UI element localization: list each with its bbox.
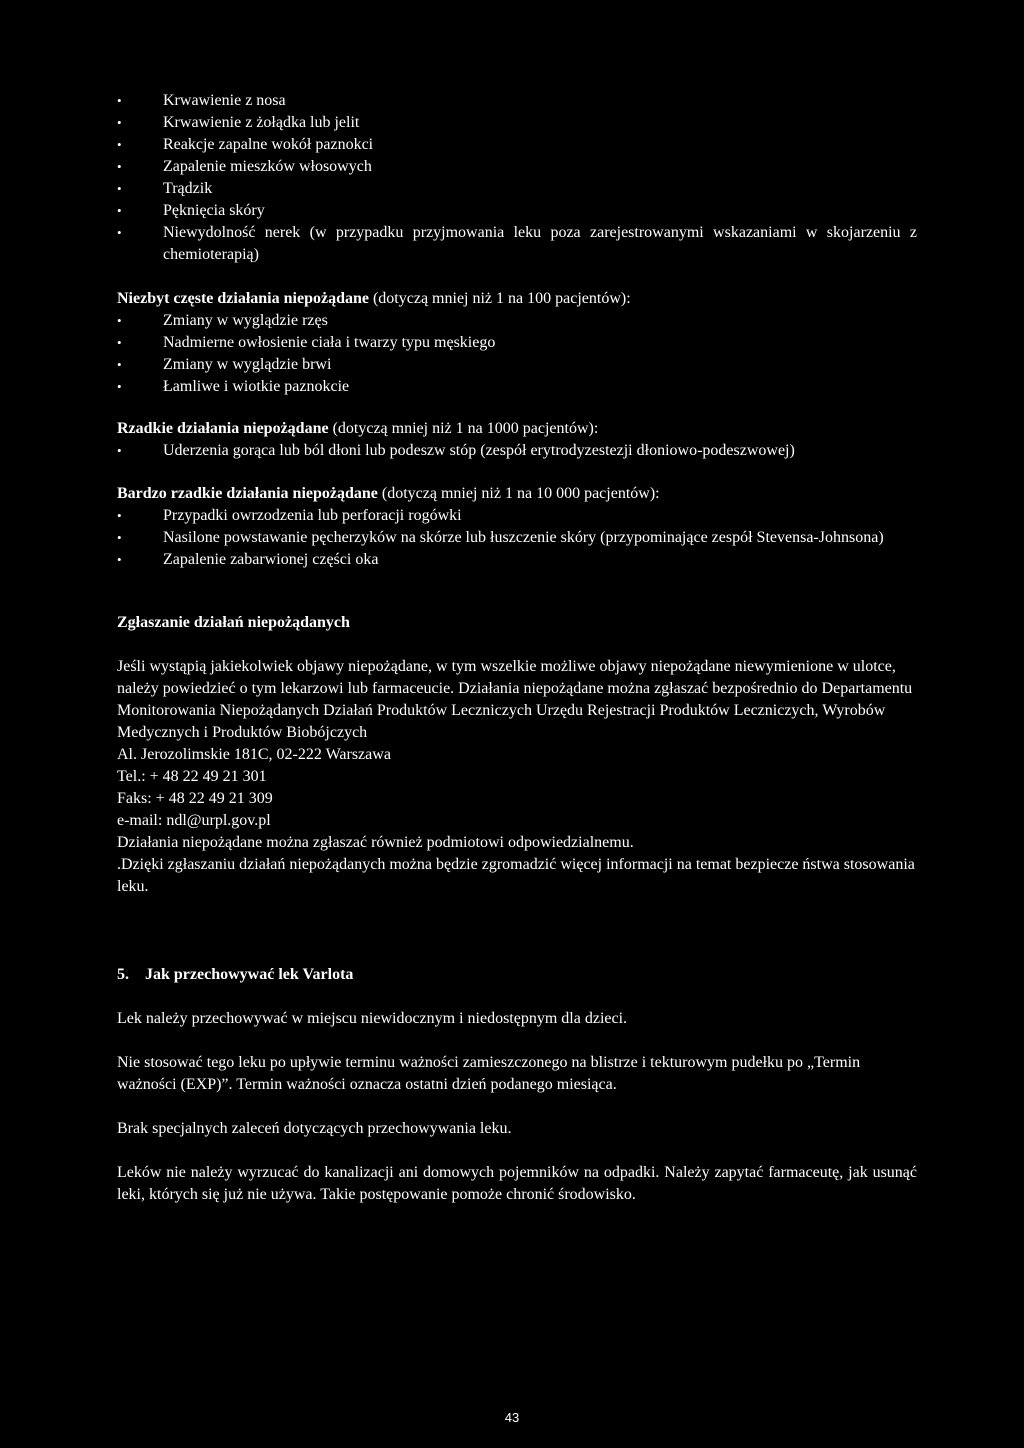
rare-effects-list bbox=[117, 440, 917, 462]
list-item: • Nadmierne owłosienie ciała i twarzy typu męskiego bbox=[117, 332, 917, 354]
list-item: • Krwawienie z żołądka lub jelit bbox=[117, 112, 917, 134]
storage-heading: 5. Jak przechowywać lek Varlota bbox=[117, 966, 354, 983]
reporting-safety-note: .Dzięki zgłaszaniu działań niepożądanych można będzie zgromadzić więcej informacji na temat bezpiecze ństwa stosowania leku. bbox=[117, 856, 915, 895]
reporting-heading: Zgłaszanie działań niepożądanych bbox=[117, 614, 350, 631]
uncommon-effects-section bbox=[117, 288, 917, 398]
rare-effects-section bbox=[117, 418, 917, 462]
list-item: • Przypadki owrzodzenia lub perforacji rogówki bbox=[117, 505, 917, 527]
page-number: 43 bbox=[504, 1410, 520, 1425]
list-item: • Zmiany w wyglądzie brwi bbox=[117, 354, 917, 376]
storage-paragraph-3: Brak specjalnych zaleceń dotyczących przechowywania leku. bbox=[117, 1120, 512, 1137]
rare-heading-line bbox=[117, 418, 917, 440]
very-rare-note: (dotyczą mniej niż 1 na 10 000 pacjentów): bbox=[377, 485, 660, 502]
very-rare-heading: Bardzo rzadkie działania niepożądane bbox=[117, 485, 378, 502]
reporting-fax: Faks: + 48 22 49 21 309 bbox=[117, 790, 273, 807]
list-item: • Zapalenie mieszków włosowych bbox=[117, 156, 917, 178]
reporting-email: e-mail: ndl@urpl.gov.pl bbox=[117, 812, 271, 829]
rare-heading: Rzadkie działania niepożądane bbox=[117, 420, 329, 437]
uncommon-heading-line bbox=[117, 288, 917, 310]
list-item: • Zapalenie zabarwionej części oka bbox=[117, 549, 917, 571]
reporting-phone: Tel.: + 48 22 49 21 301 bbox=[117, 768, 267, 785]
rare-note: (dotyczą mniej niż 1 na 1000 pacjentów): bbox=[328, 420, 599, 437]
reporting-holder-note: Działania niepożądane można zgłaszać również podmiotowi odpowiedzialnemu. bbox=[117, 834, 634, 851]
uncommon-note: (dotyczą mniej niż 1 na 100 pacjentów): bbox=[368, 290, 631, 307]
reporting-paragraph: Jeśli wystąpią jakiekolwiek objawy niepożądane, w tym wszelkie możliwe objawy niepożądane niewymienione w ulotce, należy powiedzieć o tym lekarzowi lub farmaceucie. Działania niepożądane można zgłaszać bezpośrednio do Departamentu Monitorowania Niepożądanych Działań Produktów Leczniczych Urzędu Rejestracji Produktów Leczniczych, Wyrobów Medycznych i Produktów Biobójczych bbox=[117, 658, 913, 741]
list-item: • Uderzenia gorąca lub ból dłoni lub podeszw stóp (zespół erytrodyzestezji dłoniowo-podeszwowej) bbox=[117, 440, 917, 462]
list-item: • Reakcje zapalne wokół paznokci bbox=[117, 134, 917, 156]
list-item: • Zmiany w wyglądzie rzęs bbox=[117, 310, 917, 332]
reporting-address: Al. Jerozolimskie 181C, 02-222 Warszawa bbox=[117, 746, 391, 763]
list-item: • Pęknięcia skóry bbox=[117, 200, 917, 222]
uncommon-effects-list bbox=[117, 310, 917, 398]
list-item: • Łamliwe i wiotkie paznokcie bbox=[117, 376, 917, 398]
storage-section bbox=[117, 964, 917, 1206]
reporting-section bbox=[117, 612, 917, 898]
very-rare-effects-list bbox=[117, 505, 917, 571]
list-item: • Trądzik bbox=[117, 178, 917, 200]
storage-paragraph-4: Leków nie należy wyrzucać do kanalizacji ani domowych pojemników na odpadki. Należy zapytać farmaceutę, jak usunąć leki, których się już nie używa. Takie postępowanie pomoże chronić środowisko. bbox=[117, 1164, 917, 1203]
very-rare-effects-section bbox=[117, 483, 917, 571]
list-item: • Nasilone powstawanie pęcherzyków na skórze lub łuszczenie skóry (przypominające zespół Stevensa-Johnsona) bbox=[117, 527, 917, 549]
list-item: • Niewydolność nerek (w przypadku przyjmowania leku poza zarejestrowanymi wskazaniami w skojarzeniu z chemioterapią) bbox=[117, 222, 917, 266]
storage-paragraph-2: Nie stosować tego leku po upływie terminu ważności zamieszczonego na blistrze i tekturowym pudełku po „Termin ważności (EXP)”. Termin ważności oznacza ostatni dzień podanego miesiąca. bbox=[117, 1054, 861, 1093]
very-rare-heading-line bbox=[117, 483, 917, 505]
list-item: • Krwawienie z nosa bbox=[117, 90, 917, 112]
uncommon-heading: Niezbyt częste działania niepożądane bbox=[117, 290, 369, 307]
common-effects-section bbox=[117, 90, 917, 266]
storage-paragraph-1: Lek należy przechowywać w miejscu niewidocznym i niedostępnym dla dzieci. bbox=[117, 1010, 628, 1027]
common-effects-list bbox=[117, 90, 917, 266]
